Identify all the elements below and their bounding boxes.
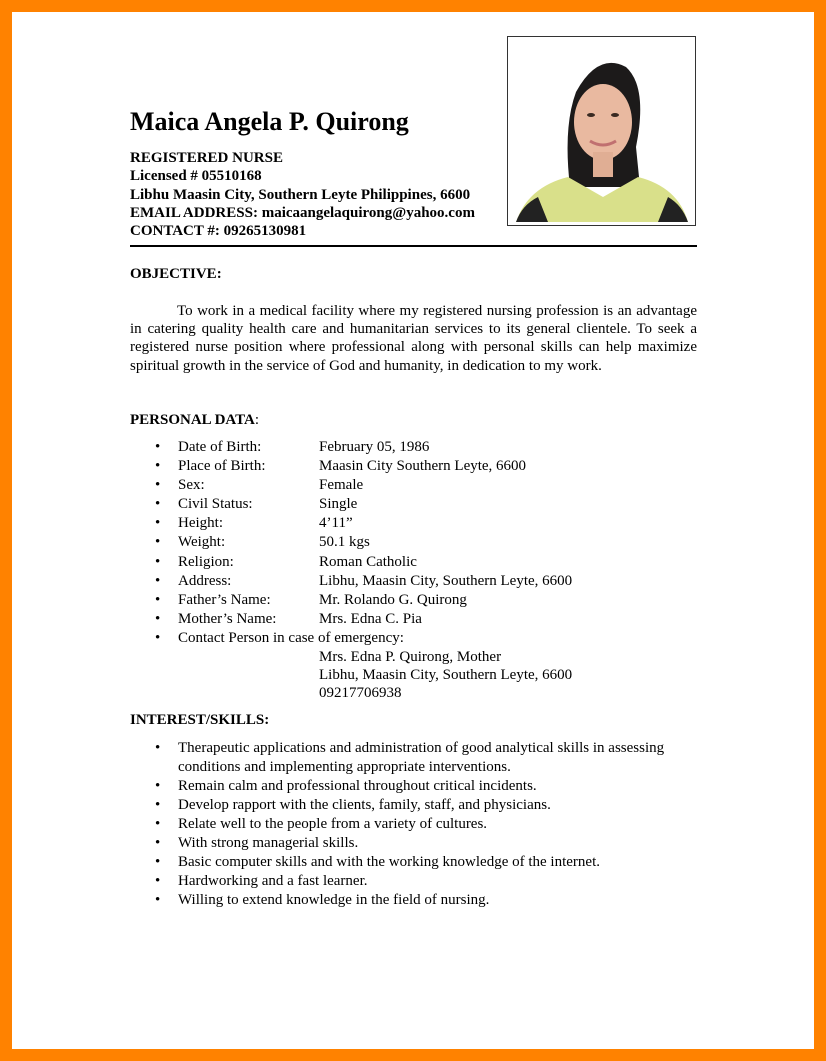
personal-data-item bbox=[130, 476, 572, 495]
personal-data-list bbox=[130, 438, 572, 702]
skill-item bbox=[130, 777, 690, 796]
skill-text: Relate well to the people from a variety of cultures. bbox=[178, 815, 488, 832]
field-label: Sex: bbox=[178, 477, 205, 494]
personal-data-item bbox=[130, 591, 572, 610]
field-value: Mr. Rolando G. Quirong bbox=[319, 591, 467, 608]
personal-data-item bbox=[130, 610, 572, 629]
home-address: Libhu Maasin City, Southern Leyte Philippines, 6600 bbox=[130, 186, 471, 203]
personal-data-item bbox=[130, 533, 572, 552]
bullet: • bbox=[155, 740, 161, 756]
personal-data-item bbox=[130, 438, 572, 457]
field-label: Civil Status: bbox=[178, 496, 253, 513]
personal-data-item bbox=[130, 457, 572, 476]
field-value: Mrs. Edna C. Pia bbox=[319, 610, 422, 627]
job-title: REGISTERED NURSE bbox=[130, 150, 283, 166]
email-address: EMAIL ADDRESS: maicaangelaquirong@yahoo.com bbox=[130, 204, 475, 221]
bullet: • bbox=[155, 834, 161, 851]
field-value: February 05, 1986 bbox=[319, 439, 430, 455]
personal-data-item bbox=[130, 495, 572, 514]
bullet: • bbox=[155, 515, 161, 532]
applicant-name: Maica Angela P. Quirong bbox=[130, 107, 409, 136]
skills-list bbox=[130, 739, 690, 910]
skill-item bbox=[130, 739, 690, 776]
bullet: • bbox=[155, 892, 161, 909]
bullet: • bbox=[155, 610, 161, 627]
bullet: • bbox=[155, 591, 161, 608]
personal-data-item bbox=[130, 572, 572, 591]
field-label: Mother’s Name: bbox=[178, 610, 277, 627]
personal-data-title: PERSONAL DATA bbox=[130, 412, 255, 428]
personal-data-heading bbox=[130, 411, 259, 429]
bullet: • bbox=[155, 873, 161, 890]
skill-text: Hardworking and a fast learner. bbox=[178, 873, 368, 890]
bullet: • bbox=[155, 572, 161, 589]
skill-item bbox=[130, 891, 690, 910]
personal-data-item bbox=[130, 553, 572, 572]
field-label: Religion: bbox=[178, 553, 234, 570]
header-divider bbox=[130, 245, 697, 247]
resume-page bbox=[12, 12, 814, 1049]
bullet: • bbox=[155, 815, 161, 832]
applicant-photo bbox=[507, 36, 696, 226]
skill-text: Develop rapport with the clients, family, staff, and physicians. bbox=[178, 796, 551, 813]
field-label: Father’s Name: bbox=[178, 591, 271, 608]
personal-data-item bbox=[130, 514, 572, 533]
skill-text: Therapeutic applications and administration of good analytical skills in assessing conditions and implementing appropriate interventions. bbox=[178, 740, 665, 775]
bullet: • bbox=[155, 477, 161, 494]
field-label: Address: bbox=[178, 572, 232, 589]
field-label: Weight: bbox=[178, 534, 226, 551]
bullet: • bbox=[155, 796, 161, 813]
license-number: Licensed # 05510168 bbox=[130, 168, 262, 185]
field-label: Date of Birth: bbox=[178, 439, 262, 455]
skills-heading: INTEREST/SKILLS: bbox=[130, 712, 270, 728]
bullet: • bbox=[155, 458, 161, 475]
bullet: • bbox=[155, 553, 161, 570]
objective-text: To work in a medical facility where my registered nursing profession is an advantage in catering quality health care and humanitarian services to its general clientele. To seek a registered nurse position where professional along with personal skills can help maximize spiritual growth in the service of God and humanity, in dedication to my work. bbox=[130, 303, 697, 374]
bullet: • bbox=[155, 496, 161, 513]
bullet: • bbox=[155, 629, 161, 646]
emergency-name: Mrs. Edna P. Quirong, Mother bbox=[319, 649, 502, 666]
skill-item bbox=[130, 815, 690, 834]
skill-item bbox=[130, 796, 690, 815]
field-value: Single bbox=[319, 496, 358, 513]
field-value: Libhu, Maasin City, Southern Leyte, 6600 bbox=[319, 572, 573, 589]
contact-block bbox=[130, 149, 475, 240]
field-label: Place of Birth: bbox=[178, 458, 266, 475]
skill-item bbox=[130, 872, 690, 891]
field-value: 4’11” bbox=[319, 515, 353, 532]
objective-heading: OBJECTIVE: bbox=[130, 266, 222, 282]
skill-item bbox=[130, 834, 690, 853]
contact-number: CONTACT #: 09265130981 bbox=[130, 223, 307, 240]
skill-text: Willing to extend knowledge in the field of nursing. bbox=[178, 892, 490, 909]
emergency-address: Libhu, Maasin City, Southern Leyte, 6600 bbox=[319, 667, 573, 684]
field-value: Roman Catholic bbox=[319, 553, 417, 570]
bullet: • bbox=[155, 777, 161, 794]
field-label: Height: bbox=[178, 515, 223, 532]
field-value: Female bbox=[319, 477, 364, 494]
field-label: Contact Person in case of emergency: bbox=[178, 629, 404, 646]
field-value: 50.1 kgs bbox=[319, 534, 370, 551]
bullet: • bbox=[155, 439, 161, 455]
skill-text: With strong managerial skills. bbox=[178, 834, 359, 851]
skill-item bbox=[130, 853, 690, 872]
skill-text: Basic computer skills and with the working knowledge of the internet. bbox=[178, 854, 600, 871]
field-value: Maasin City Southern Leyte, 6600 bbox=[319, 458, 527, 475]
heading-colon: : bbox=[254, 412, 260, 428]
bullet: • bbox=[155, 534, 161, 551]
bullet: • bbox=[155, 854, 161, 871]
skill-text: Remain calm and professional throughout critical incidents. bbox=[178, 777, 537, 794]
emergency-phone: 09217706938 bbox=[319, 685, 402, 702]
emergency-contact-item bbox=[130, 629, 572, 702]
